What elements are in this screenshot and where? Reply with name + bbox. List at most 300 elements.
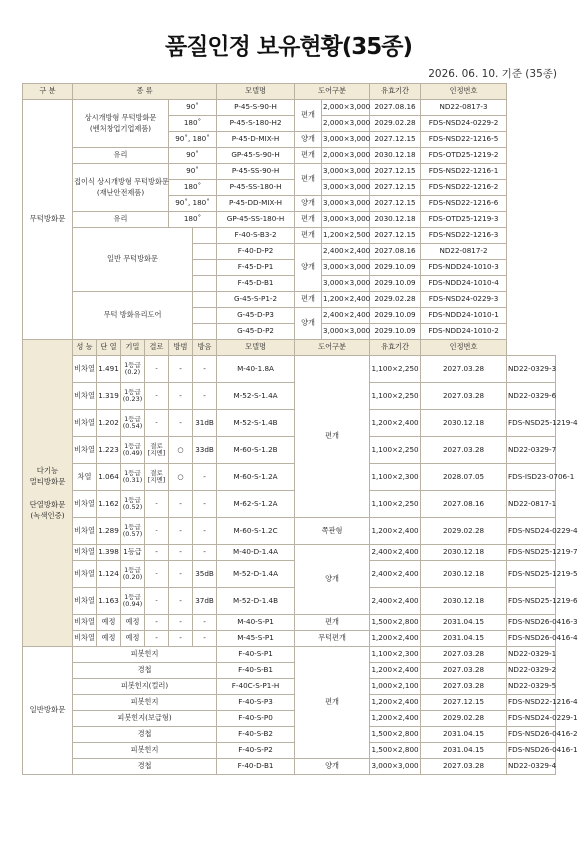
opening-angle: 90˚, 180˚ — [169, 132, 217, 148]
table-row — [23, 647, 556, 663]
performance: 비차열 — [73, 588, 97, 615]
airtight — [121, 545, 145, 561]
condensation-value: - — [155, 526, 158, 535]
cert-number: FDS-NSD22-1216-5 — [421, 132, 507, 148]
model-name: F-40-D-P2 — [217, 244, 295, 260]
door-size: 1,200×2,400 — [370, 695, 421, 711]
airtight-grade: 예정 — [125, 633, 140, 643]
security: ○ — [169, 437, 193, 464]
airtight-grade: 1등급 — [124, 441, 141, 450]
cert-number: ND22-0329-3 — [507, 356, 556, 383]
door-size: 1,100×2,250 — [370, 383, 421, 410]
door-size: 1,200×2,400 — [370, 518, 421, 545]
performance: 비차열 — [73, 518, 97, 545]
group-sub: (벤처창업기업제품) — [89, 123, 152, 133]
model-name: M-60-S-1.2C — [217, 518, 295, 545]
opening-angle: 90˚ — [169, 100, 217, 116]
cert-number: FDS-NSD24-0229-4 — [507, 518, 556, 545]
model-name: M-52-D-1.4B — [217, 588, 295, 615]
cert-number: FDS-NDD24-1010-1 — [421, 308, 507, 324]
table-row — [23, 340, 556, 356]
model-name: F-40-S-P2 — [217, 743, 295, 759]
table-row — [23, 663, 556, 679]
condensation-value: - — [155, 364, 158, 373]
expiry-date: 2029.02.28 — [370, 116, 421, 132]
condensation-value: - — [155, 569, 158, 578]
expiry-date: 2027.03.28 — [421, 383, 507, 410]
condensation-value: - — [155, 499, 158, 508]
model-name: F-40-S-P0 — [217, 711, 295, 727]
cert-number: FDS-ISD23-0706-1 — [507, 464, 556, 491]
condensation-note: [지멘] — [147, 449, 166, 457]
table-row — [23, 356, 556, 383]
airtight-value: (0.2) — [124, 368, 141, 376]
header-2: 기밀 — [121, 340, 145, 356]
condensation — [145, 518, 169, 545]
category-general: 일반방화문 — [23, 647, 73, 775]
door-size: 1,100×2,250 — [370, 491, 421, 518]
door-size: 1,200×2,400 — [370, 410, 421, 437]
table-row — [23, 212, 556, 228]
table-row — [23, 588, 556, 615]
door-size: 1,500×2,800 — [370, 727, 421, 743]
cert-number: ND22-0817-1 — [507, 491, 556, 518]
header-model: 모델명 — [217, 84, 295, 100]
expiry-date: 2031.04.15 — [421, 727, 507, 743]
performance: 비차열 — [73, 615, 97, 631]
airtight-grade: 1등급 — [124, 565, 141, 574]
cert-number: FDS-NSD24-0229-2 — [421, 116, 507, 132]
empty-cell — [193, 260, 217, 276]
expiry-date: 2030.12.18 — [370, 212, 421, 228]
header-expiry: 유효기간 — [370, 84, 421, 100]
table-row — [23, 711, 556, 727]
expiry-date: 2027.08.16 — [421, 491, 507, 518]
table-row — [23, 437, 556, 464]
table-row — [23, 518, 556, 545]
airtight-grade: 1등급 — [124, 468, 141, 477]
group-name: 일반 무턱방화문 — [107, 254, 158, 264]
door-size: 3,000×3,000 — [322, 324, 370, 340]
condensation-value: - — [155, 633, 158, 643]
condensation-value: - — [155, 418, 158, 427]
certification-table — [22, 83, 578, 775]
cert-number: FDS-NSD24-0229-1 — [507, 711, 556, 727]
door-size: 1,500×2,800 — [370, 743, 421, 759]
header-category: 구 분 — [23, 84, 73, 100]
airtight-grade: 1등급 — [124, 414, 141, 423]
door-size: 3,000×3,000 — [322, 164, 370, 180]
door-size: 3,000×3,000 — [322, 180, 370, 196]
door-type: 편개 — [295, 647, 370, 759]
door-size: 1,200×2,500 — [322, 228, 370, 244]
condensation — [145, 491, 169, 518]
model-name: GP-45-S-90-H — [217, 148, 295, 164]
door-type: 편개 — [295, 100, 322, 132]
door-size: 3,000×3,000 — [322, 260, 370, 276]
airtight — [121, 615, 145, 631]
condensation-note: [지멘] — [147, 476, 166, 484]
cert-number: FDS-NSD26-0416-3 — [507, 615, 556, 631]
hinge-kind: 피봇힌지 — [73, 647, 217, 663]
group-label — [73, 100, 169, 148]
header-door-type: 도어구분 — [295, 340, 370, 356]
expiry-date: 2030.12.18 — [421, 561, 507, 588]
cert-number: FDS-NSD25-1219-7 — [507, 545, 556, 561]
airtight — [121, 437, 145, 464]
category-muteok: 무턱방화문 — [23, 100, 73, 340]
expiry-date: 2027.03.28 — [421, 647, 507, 663]
category-line: 다기능 — [36, 466, 59, 476]
group-label — [73, 228, 193, 292]
security: - — [169, 615, 193, 631]
table-row — [23, 491, 556, 518]
model-name: M-40-S-P1 — [217, 615, 295, 631]
u-value: 1.064 — [97, 464, 121, 491]
security: ○ — [169, 464, 193, 491]
door-type: 편개 — [295, 148, 322, 164]
condensation-value: 결로 — [150, 468, 163, 477]
table-row — [23, 615, 556, 631]
model-name: G-45-D-P3 — [217, 308, 295, 324]
u-value: 1.202 — [97, 410, 121, 437]
table-row — [23, 464, 556, 491]
cert-number: ND22-0329-4 — [507, 759, 556, 775]
condensation-value: - — [155, 547, 158, 557]
sound-insulation: - — [193, 491, 217, 518]
door-type: 무턱편개 — [295, 631, 370, 647]
table-row — [23, 164, 556, 180]
header-0: 성 능 — [73, 340, 97, 356]
airtight — [121, 356, 145, 383]
header-1: 단 열 — [97, 340, 121, 356]
expiry-date: 2027.03.28 — [421, 759, 507, 775]
cert-number: FDS-NSD26-0416-4 — [507, 631, 556, 647]
u-value: 1.223 — [97, 437, 121, 464]
expiry-date: 2029.02.28 — [370, 292, 421, 308]
expiry-date: 2029.02.28 — [421, 711, 507, 727]
model-name: M-60-S-1.2B — [217, 437, 295, 464]
empty-cell — [193, 324, 217, 340]
model-name: F-40-S-B3-2 — [217, 228, 295, 244]
door-type: 양개 — [295, 759, 370, 775]
expiry-date: 2027.12.15 — [370, 164, 421, 180]
sound-insulation: - — [193, 631, 217, 647]
door-type: 양개 — [295, 308, 322, 340]
model-name: G-45-D-P2 — [217, 324, 295, 340]
cert-number: ND22-0329-6 — [507, 383, 556, 410]
expiry-date: 2030.12.18 — [421, 588, 507, 615]
u-value: 1.124 — [97, 561, 121, 588]
airtight-value: (0.49) — [122, 449, 143, 457]
u-value: 1.319 — [97, 383, 121, 410]
u-value: 1.162 — [97, 491, 121, 518]
opening-angle: 180˚ — [169, 116, 217, 132]
page-title: 품질인정 보유현황(35종) — [165, 34, 412, 60]
condensation — [145, 383, 169, 410]
door-size: 3,000×3,000 — [370, 759, 421, 775]
group-name: 무턱 방화유리도어 — [103, 310, 162, 320]
door-size: 3,000×3,000 — [322, 196, 370, 212]
table-row — [23, 561, 556, 588]
opening-angle: 90˚ — [169, 164, 217, 180]
category-line: 단열방화문 — [29, 499, 66, 509]
condensation — [145, 615, 169, 631]
table-row — [23, 695, 556, 711]
door-type: 편개 — [295, 356, 370, 518]
cert-number: FDS-NSD25-1219-4 — [507, 410, 556, 437]
model-name: F-40-D-B1 — [217, 759, 295, 775]
performance: 비차열 — [73, 410, 97, 437]
model-name: F-40-S-B1 — [217, 663, 295, 679]
door-type: 양개 — [295, 196, 322, 212]
condensation — [145, 545, 169, 561]
model-name: P-45-S-90-H — [217, 100, 295, 116]
airtight-grade: 1등급 — [124, 360, 141, 369]
airtight-grade: 1등급 — [124, 522, 141, 531]
airtight-grade: 1등급 — [124, 387, 141, 396]
header-cert-no: 인정번호 — [421, 84, 507, 100]
hinge-kind: 피봇힌지 — [73, 695, 217, 711]
airtight — [121, 383, 145, 410]
cert-number: FDS-NSD25-1219-6 — [507, 588, 556, 615]
performance: 비차열 — [73, 491, 97, 518]
expiry-date: 2027.12.15 — [370, 132, 421, 148]
door-size: 2,000×3,000 — [322, 116, 370, 132]
table-row — [23, 631, 556, 647]
u-value: 1.163 — [97, 588, 121, 615]
door-size: 1,200×2,400 — [322, 292, 370, 308]
airtight-value: (0.54) — [122, 422, 143, 430]
table-row — [23, 84, 556, 100]
expiry-date: 2029.10.09 — [370, 276, 421, 292]
performance: 비차열 — [73, 356, 97, 383]
category-line: (녹색인증) — [30, 510, 65, 520]
cert-number: FDS-NDD24-1010-3 — [421, 260, 507, 276]
condensation — [145, 356, 169, 383]
empty-cell — [193, 228, 217, 244]
sound-insulation: - — [193, 464, 217, 491]
expiry-date: 2030.12.18 — [421, 410, 507, 437]
opening-angle: 90˚ — [169, 148, 217, 164]
header-door-type: 도어구분 — [295, 84, 370, 100]
empty-cell — [193, 276, 217, 292]
group-sub: (재난안전제품) — [96, 187, 145, 197]
group-name: 접이식 상시개방형 무턱방화문 — [74, 176, 169, 186]
expiry-date: 2027.08.16 — [370, 244, 421, 260]
model-name: P-45-SS-180-H — [217, 180, 295, 196]
security: - — [169, 410, 193, 437]
cert-number: ND22-0329-5 — [507, 679, 556, 695]
performance: 차열 — [73, 464, 97, 491]
model-name: P-45-DD-MIX-H — [217, 196, 295, 212]
cert-number: ND22-0329-7 — [507, 437, 556, 464]
hinge-kind: 경첩 — [73, 759, 217, 775]
door-size: 1,000×2,100 — [370, 679, 421, 695]
door-size: 2,400×2,400 — [322, 308, 370, 324]
category-line: 멀티방화문 — [29, 477, 66, 487]
header-model: 모델명 — [217, 340, 295, 356]
cert-number: FDS-NSD24-0229-3 — [421, 292, 507, 308]
empty-cell — [193, 292, 217, 308]
model-name: F-40C-S-P1-H — [217, 679, 295, 695]
table-row — [23, 228, 556, 244]
performance: 비차열 — [73, 631, 97, 647]
door-size: 1,100×2,300 — [370, 647, 421, 663]
sound-insulation: 31dB — [193, 410, 217, 437]
model-name: G-45-S-P1-2 — [217, 292, 295, 308]
empty-cell — [193, 244, 217, 260]
door-size: 1,200×2,400 — [370, 631, 421, 647]
sound-insulation: 33dB — [193, 437, 217, 464]
expiry-date: 2027.03.28 — [421, 679, 507, 695]
expiry-date: 2031.04.15 — [421, 615, 507, 631]
spacer — [24, 487, 71, 498]
model-name: F-40-S-B2 — [217, 727, 295, 743]
cert-number: FDS-NSD22-1216-2 — [421, 180, 507, 196]
model-name: GP-45-SS-180-H — [217, 212, 295, 228]
glass-label: 유리 — [73, 212, 169, 228]
condensation — [145, 464, 169, 491]
door-size: 1,500×2,800 — [370, 615, 421, 631]
header-4: 방범 — [169, 340, 193, 356]
airtight — [121, 410, 145, 437]
hinge-kind: 피봇힌지(보급형) — [73, 711, 217, 727]
expiry-date: 2029.02.28 — [421, 518, 507, 545]
airtight-value: (0.31) — [122, 476, 143, 484]
glass-label: 유리 — [73, 148, 169, 164]
opening-angle: 90˚, 180˚ — [169, 196, 217, 212]
door-type: 편개 — [295, 292, 322, 308]
expiry-date: 2030.12.18 — [421, 545, 507, 561]
door-type: 편개 — [295, 615, 370, 631]
condensation-value: 결로 — [150, 441, 163, 450]
condensation-value: - — [155, 617, 158, 627]
category-multi — [23, 340, 73, 647]
sound-insulation: - — [193, 545, 217, 561]
expiry-date: 2027.03.28 — [421, 437, 507, 464]
table-row — [23, 100, 556, 116]
door-type: 양개 — [295, 244, 322, 292]
expiry-date: 2027.12.15 — [421, 695, 507, 711]
model-name: M-62-S-1.2A — [217, 491, 295, 518]
table-row — [23, 679, 556, 695]
performance: 비차열 — [73, 561, 97, 588]
expiry-date: 2029.10.09 — [370, 324, 421, 340]
airtight-value: (0.23) — [122, 395, 143, 403]
expiry-date: 2027.12.15 — [370, 196, 421, 212]
door-size: 2,400×2,400 — [370, 588, 421, 615]
airtight-value: (0.20) — [122, 573, 143, 581]
expiry-date: 2027.03.28 — [421, 356, 507, 383]
model-name: M-60-S-1.2A — [217, 464, 295, 491]
airtight — [121, 561, 145, 588]
cert-number: FDS-NDD24-1010-4 — [421, 276, 507, 292]
security: - — [169, 356, 193, 383]
group-label — [73, 292, 193, 340]
expiry-date: 2030.12.18 — [370, 148, 421, 164]
door-size: 2,000×3,000 — [322, 100, 370, 116]
sound-insulation: - — [193, 615, 217, 631]
model-name: F-40-S-P3 — [217, 695, 295, 711]
security: - — [169, 545, 193, 561]
door-size: 2,400×2,400 — [370, 545, 421, 561]
expiry-date: 2031.04.15 — [421, 743, 507, 759]
expiry-date: 2028.07.05 — [421, 464, 507, 491]
performance: 비차열 — [73, 437, 97, 464]
cert-number: ND22-0329-1 — [507, 647, 556, 663]
expiry-date: 2031.04.15 — [421, 631, 507, 647]
header-3: 결로 — [145, 340, 169, 356]
performance: 비차열 — [73, 545, 97, 561]
u-value: 예정 — [97, 631, 121, 647]
hinge-kind: 경첩 — [73, 727, 217, 743]
cert-number: FDS-OTD25-1219-2 — [421, 148, 507, 164]
cert-number: FDS-NDD24-1010-2 — [421, 324, 507, 340]
door-size: 1,100×2,250 — [370, 356, 421, 383]
door-size: 3,000×3,000 — [322, 276, 370, 292]
model-name: P-45-SS-90-H — [217, 164, 295, 180]
table-row — [23, 410, 556, 437]
model-name: M-52-S-1.4A — [217, 383, 295, 410]
expiry-date: 2027.03.28 — [421, 663, 507, 679]
condensation — [145, 410, 169, 437]
cert-number: FDS-NSD22-1216-1 — [421, 164, 507, 180]
expiry-date: 2027.08.16 — [370, 100, 421, 116]
hinge-kind: 피봇힌지 — [73, 743, 217, 759]
expiry-date: 2029.10.09 — [370, 260, 421, 276]
door-size: 1,100×2,250 — [370, 437, 421, 464]
condensation-value: - — [155, 596, 158, 605]
sound-insulation: 35dB — [193, 561, 217, 588]
airtight-grade: 1등급 — [124, 495, 141, 504]
condensation — [145, 588, 169, 615]
u-value: 1.289 — [97, 518, 121, 545]
empty-cell — [193, 308, 217, 324]
cert-number: FDS-NSD22-1216-6 — [421, 196, 507, 212]
airtight — [121, 518, 145, 545]
table-row — [23, 743, 556, 759]
u-value: 1.398 — [97, 545, 121, 561]
u-value: 예정 — [97, 615, 121, 631]
security: - — [169, 561, 193, 588]
door-size: 2,400×2,400 — [322, 244, 370, 260]
opening-angle: 180˚ — [169, 212, 217, 228]
as-of-date: 2026. 06. 10. 기준 (35종) — [428, 68, 557, 80]
table-row — [23, 727, 556, 743]
door-type: 양개 — [295, 545, 370, 615]
security: - — [169, 491, 193, 518]
u-value: 1.491 — [97, 356, 121, 383]
table-row — [23, 545, 556, 561]
model-name: P-45-S-180-H2 — [217, 116, 295, 132]
condensation — [145, 631, 169, 647]
airtight — [121, 631, 145, 647]
cert-number: FDS-NSD22-1216-4 — [507, 695, 556, 711]
security: - — [169, 588, 193, 615]
header-cert-no: 인정번호 — [421, 340, 507, 356]
model-name: F-45-D-B1 — [217, 276, 295, 292]
security: - — [169, 383, 193, 410]
airtight-value: (0.57) — [122, 530, 143, 538]
cert-number: ND22-0817-2 — [421, 244, 507, 260]
sound-insulation: - — [193, 356, 217, 383]
door-type: 편개 — [295, 212, 322, 228]
table-row — [23, 383, 556, 410]
door-size: 3,000×3,000 — [322, 212, 370, 228]
airtight-grade: 1등급 — [124, 592, 141, 601]
model-name: F-40-S-P1 — [217, 647, 295, 663]
